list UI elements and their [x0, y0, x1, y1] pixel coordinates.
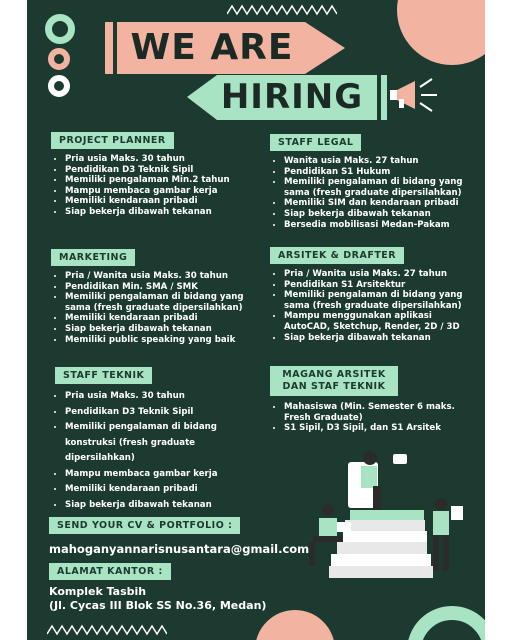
circle-decoration [255, 610, 335, 640]
zigzag-decoration [47, 624, 167, 636]
list-item: • Pria usia Maks. 30 tahun [65, 154, 261, 165]
list-item: • Memiliki kendaraan pribadi [65, 482, 251, 498]
list-item: • Pria / Wanita usia Maks. 30 tahun [65, 271, 261, 282]
list-item: • Pria / Wanita usia Maks. 27 tahun [284, 269, 475, 280]
office-address-line1: Komplek Tasbih [49, 585, 147, 598]
list-item: • Mampu menggunakan aplikasi AutoCAD, Sketchup, Render, 2D / 3D [284, 311, 475, 332]
ring-decoration [48, 48, 70, 70]
list-item: • Pendidikan Min. SMA / SMK [65, 282, 261, 293]
list-item: • S1 Sipil, D3 Sipil, dan S1 Arsitek [284, 423, 475, 434]
marketing-list [51, 271, 261, 345]
staff-teknik-list [51, 389, 251, 513]
list-item: • Siap bekerja dibawah tekanan [65, 207, 261, 218]
section-title-project-planner: PROJECT PLANNER [51, 132, 174, 149]
list-item: • Memiliki pengalaman di bidang yang sama (fresh graduate dipersilahkan) [65, 292, 261, 313]
list-item: • Pendidikan S1 Arsitektur [284, 280, 475, 291]
section-title-marketing: MARKETING [51, 249, 135, 266]
arsitek-list [270, 269, 475, 343]
list-item: • Siap bekerja dibawah tekanan [284, 209, 470, 220]
project-planner-list [51, 154, 261, 218]
people-with-books-illustration [285, 448, 475, 583]
list-item: • Memiliki pengalaman di bidang konstruksi (fresh graduate dipersilahkan) [65, 420, 251, 467]
list-item: • Memiliki pengalaman di bidang yang sama (fresh graduate dipersilahkan) [284, 290, 475, 311]
ring-decoration [48, 75, 70, 97]
cv-label: SEND YOUR CV & PORTFOLIO : [49, 517, 240, 534]
ring-decoration [45, 14, 75, 44]
list-item: • Mampu membaca gambar kerja [65, 186, 261, 197]
list-item: • Memiliki pengalaman di bidang yang sama (fresh graduate dipersilahkan) [284, 177, 470, 198]
list-item: • Siap bekerja dibawah tekanan [65, 498, 251, 514]
list-item: • Memiliki pengalaman Min.2 tahun [65, 175, 261, 186]
circle-decoration [407, 606, 485, 640]
list-item: • Memiliki public speaking yang baik [65, 335, 261, 346]
list-item: • Siap bekerja dibawah tekanan [284, 333, 475, 344]
list-item: • Pria usia Maks. 30 tahun [65, 389, 251, 405]
list-item: • Memiliki SIM dan kendaraan pribadi [284, 198, 470, 209]
hiring-poster [27, 0, 485, 640]
list-item: • Memiliki kendaraan pribadi [65, 313, 261, 324]
list-item: • Bersedia mobilisasi Medan-Pakam [284, 220, 470, 231]
headline-hiring: HIRING [220, 77, 364, 117]
office-label: ALAMAT KANTOR : [49, 563, 171, 580]
list-item: • Wanita usia Maks. 27 tahun [284, 156, 470, 167]
circle-decoration [397, 0, 485, 65]
section-title-magang: MAGANG ARSITEK DAN STAF TEKNIK [270, 366, 398, 396]
list-item: • Memiliki kendaraan pribadi [65, 196, 261, 207]
section-title-staff-teknik: STAFF TEKNIK [55, 367, 152, 384]
zigzag-decoration [227, 4, 337, 16]
headline-we-are: WE ARE [130, 27, 294, 68]
section-title-staff-legal: STAFF LEGAL [270, 134, 361, 151]
magang-list [270, 402, 475, 434]
list-item: • Siap bekerja dibawah tekanan [65, 324, 261, 335]
list-item: • Pendidikan S1 Hukum [284, 167, 470, 178]
staff-legal-list [270, 156, 470, 230]
list-item: • Mampu membaca gambar kerja [65, 467, 251, 483]
office-address-line2: (Jl. Cycas III Blok SS No.36, Medan) [49, 599, 267, 612]
section-title-arsitek-drafter: ARSITEK & DRAFTER [270, 247, 404, 264]
list-item: • Pendidikan D3 Teknik Sipil [65, 405, 251, 421]
email-address: mahoganyannarisnusantara@gmail.com [49, 542, 310, 556]
list-item: • Mahasiswa (Min. Semester 6 maks. Fresh Graduate) [284, 402, 475, 423]
megaphone-icon [387, 75, 442, 115]
list-item: • Pendidikan D3 Teknik Sipil [65, 165, 261, 176]
